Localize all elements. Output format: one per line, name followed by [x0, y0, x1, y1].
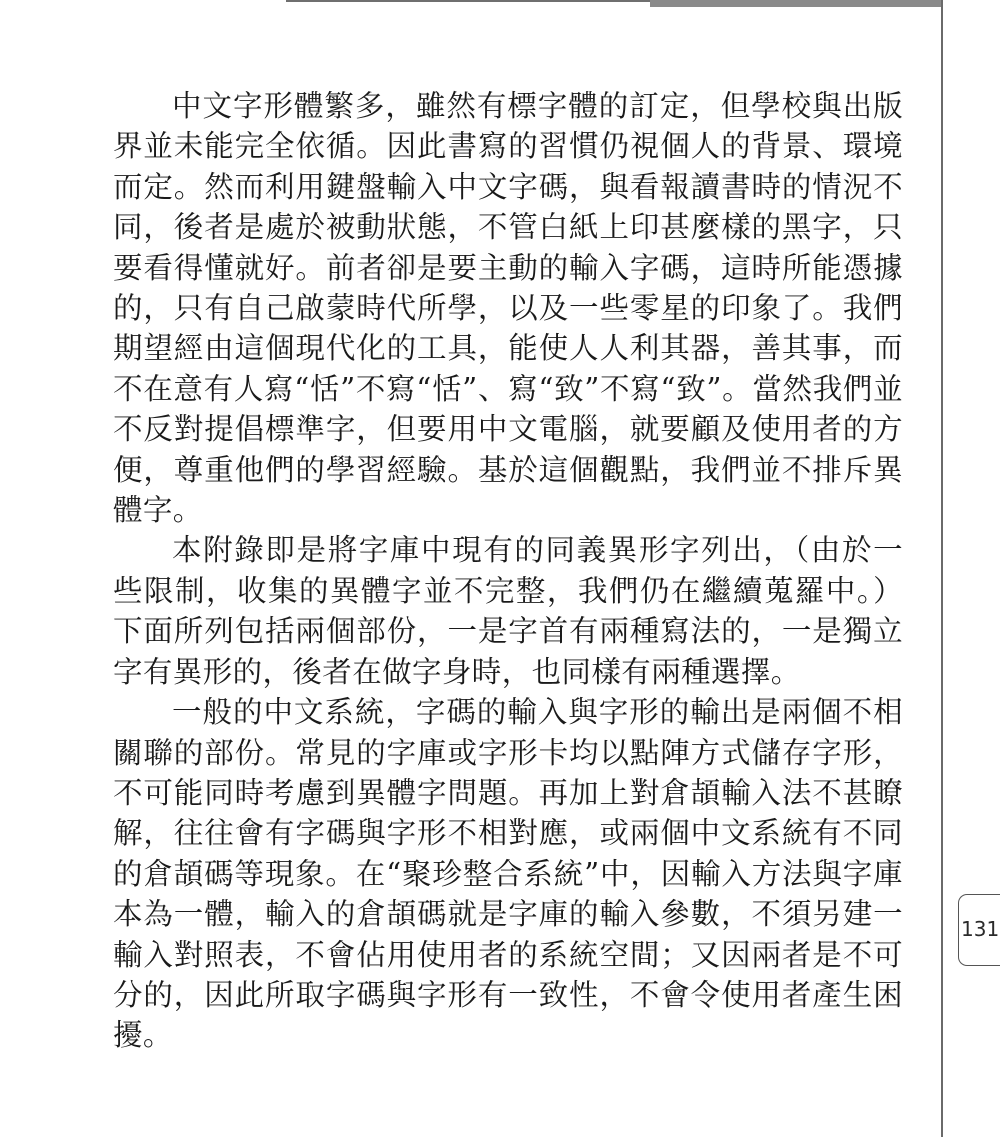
paragraph-3: 一般的中文系統，字碼的輸入與字形的輸出是兩個不相關聯的部份。常見的字庫或字形卡均以點陣方式儲存字形，不可能同時考慮到異體字問題。再加上對倉頡輸入法不甚瞭解，往往會有字碼與字形不相對應，或兩個中文系統有不同的倉頡碼等現象。在“聚珍整合系統”中，因輸入方法與字庫本為一體，輸入的倉頡碼就是字庫的輸入參數，不須另建一輸入對照表，不會佔用使用者的系統空間；又因兩者是不可分的，因此所取字碼與字形有一致性，不會令使用者產生困擾。: [113, 695, 903, 1053]
page-number: 131: [961, 917, 1000, 941]
body-text: [113, 86, 903, 1056]
paragraph-1: 中文字形體繁多，雖然有標字體的訂定，但學校與出版界並未能完全依循。因此書寫的習慣仍視個人的背景、環境而定。然而利用鍵盤輸入中文字碼，與看報讀書時的情況不同，後者是處於被動狀態，不管白紙上印甚麼樣的黑字，只要看得懂就好。前者卻是要主動的輸入字碼，這時所能憑據的，只有自己啟蒙時代所學，以及一些零星的印象了。我們期望經由這個現代化的工具，能使人人利其器，善其事，而不在意有人寫“恬”不寫“恬”、寫“致”不寫“致”。當然我們並不反對提倡標準字，但要用中文電腦，就要顧及使用者的方便，尊重他們的學習經驗。基於這個觀點，我們並不排斥異體字。: [113, 89, 903, 528]
page-edge-rule: [941, 0, 943, 1137]
paragraph-2: 本附錄即是將字庫中現有的同義異形字列出，（由於一些限制，收集的異體字並不完整，我們仍在繼續蒐羅中。）下面所列包括兩個部份，一是字首有兩種寫法的，一是獨立字有異形的，後者在做字身時，也同樣有兩種選擇。: [113, 533, 903, 689]
header-rule-accent: [650, 0, 941, 7]
